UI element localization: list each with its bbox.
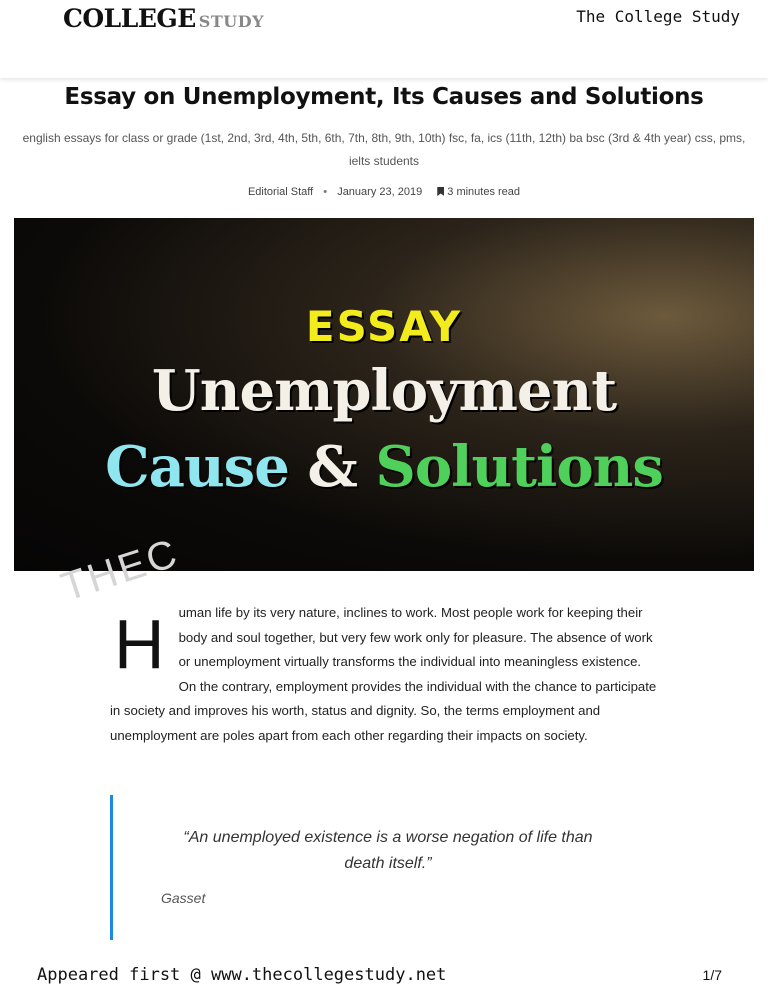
- footer-source: Appeared first @ www.thecollegestudy.net: [37, 965, 447, 985]
- drop-cap: H: [114, 605, 165, 683]
- site-logo[interactable]: [63, 4, 264, 33]
- article-title: Essay on Unemployment, Its Causes and Solutions: [64, 84, 704, 110]
- hero-line-essay: ESSAY: [305, 302, 463, 351]
- hero-line-causes: [14, 434, 754, 500]
- quote-author: Gasset: [161, 890, 206, 906]
- publish-date: January 23, 2019: [337, 186, 423, 198]
- read-time-label: 3 minutes read: [447, 186, 521, 198]
- featured-image: [14, 218, 754, 571]
- hero-ampersand: &: [307, 434, 357, 500]
- blockquote: [110, 795, 661, 940]
- logo-main-text: COLLEGE: [63, 4, 196, 33]
- logo-sub-text: STUDY: [198, 12, 265, 31]
- hero-solutions-word: Solutions: [375, 434, 663, 500]
- site-header: [0, 0, 768, 78]
- page-number: 1/7: [702, 967, 722, 983]
- author-link[interactable]: Editorial Staff: [247, 186, 314, 198]
- hero-cause-word: Cause: [105, 434, 289, 500]
- article-paragraph: uman life by its very nature, inclines to work. Most people work for keeping their body and soul together, but very few work only for pleasure. The absence of work or unemployment virtually transforms the individual into meaningless existence. On the contrary, employment provides the individual with the chance to participate in society and improves his worth, status and dignity. So, the terms employment and unemployment are poles apart from each other regarding their impacts on society.: [110, 605, 657, 743]
- article-body: [110, 601, 658, 748]
- hero-line-unemployment: Unemployment: [151, 358, 617, 424]
- article-subtitle: english essays for class or grade (1st, 2nd, 3rd, 4th, 5th, 6th, 7th, 8th, 9th, 10th) fsc, fa, ics (11th, 12th) ba bsc (3rd & 4th year) css, pms, ielts students: [22, 131, 746, 168]
- article-meta: [0, 186, 768, 198]
- watermark: THEC: [56, 530, 185, 610]
- meta-separator: •: [323, 186, 328, 198]
- site-name: The College Study: [576, 7, 740, 26]
- read-time: [437, 186, 520, 198]
- bookmark-icon: [437, 187, 444, 196]
- quote-text: “An unemployed existence is a worse negation of life than death itself.”: [183, 829, 593, 872]
